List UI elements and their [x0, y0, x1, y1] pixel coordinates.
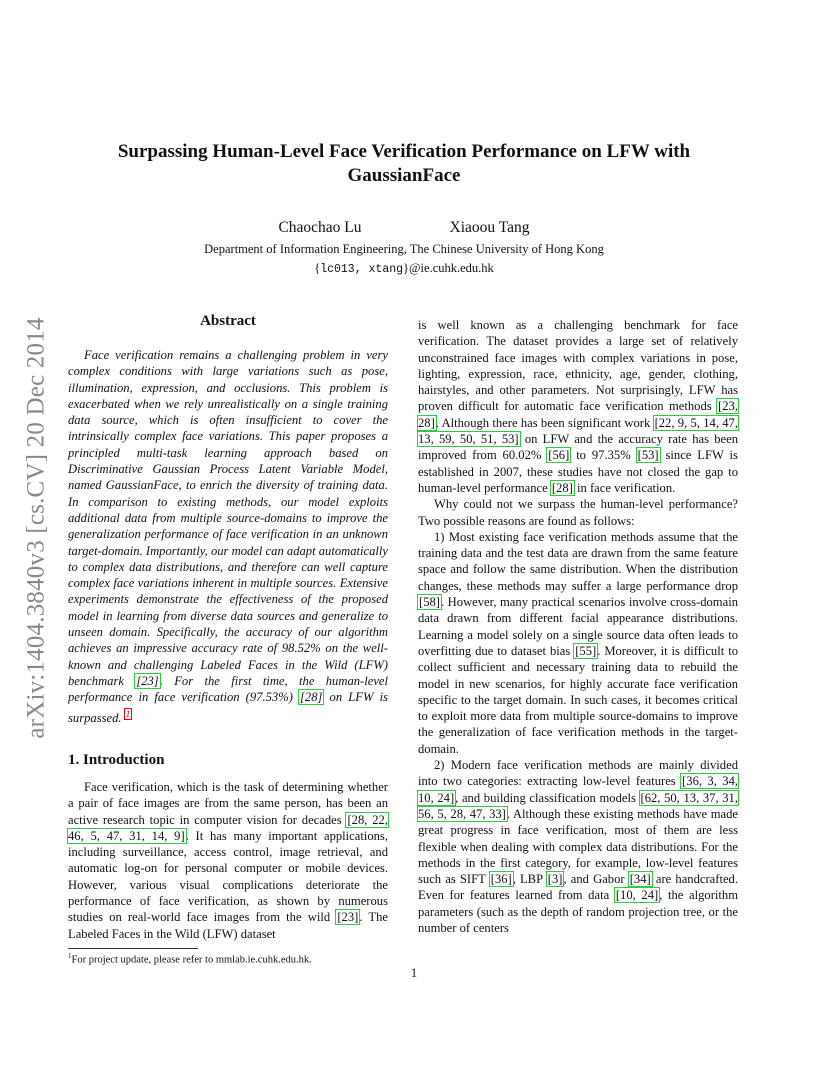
intro-paragraph — [68, 779, 388, 942]
abstract-text-2: . For the first time, the human-level performance in face verification (97.53%) — [68, 673, 388, 705]
citation-link[interactable]: [58] — [419, 595, 440, 610]
abstract-heading: Abstract — [200, 313, 256, 329]
section-heading-introduction: 1. Introduction — [68, 752, 165, 768]
citation-link[interactable]: [23] — [337, 910, 359, 925]
body-text: , and building classification models — [455, 790, 636, 805]
email-brace-open: { — [314, 261, 321, 275]
email-brace-close: } — [403, 261, 410, 275]
body-text: Face verification, which is the task of determining whether a pair of face images are from the same person, has been an active research topic in computer vision for decades — [68, 780, 388, 827]
author-name: Xiaoou Tang — [449, 219, 530, 236]
citation-link[interactable]: [28, 22, 46, 5, 47, 31, 14, 9] — [68, 812, 388, 843]
footnote — [68, 952, 312, 966]
footnote-mark: 1 — [68, 952, 72, 960]
intro-paragraph — [418, 757, 738, 936]
body-text: Why could not we surpass the human-level performance? Two possible reasons are found as follows: — [418, 497, 738, 528]
citation-link[interactable]: [36, 3, 34, 10, 24] — [418, 774, 738, 805]
citation-link[interactable]: [56] — [548, 448, 570, 463]
paper-title: Surpassing Human-Level Face Verification Performance on LFW with GaussianFace — [117, 141, 691, 186]
affiliation: Department of Information Engineering, The Chinese University of Hong Kong — [204, 242, 604, 256]
citation-link[interactable]: [10, 24] — [615, 888, 659, 903]
page-number: 1 — [410, 966, 418, 980]
footnote-text: For project update, please refer to mmlab.ie.cuhk.edu.hk. — [71, 954, 312, 966]
intro-paragraph — [418, 496, 738, 529]
email-users: lc013, xtang — [320, 263, 404, 276]
body-text: . Moreover, it is difficult to collect sufficient and necessary training data to rebuild the model in new scenarios, for highly accurate face verification specific to the target domain. In such cases, it becomes critical to exploit more data from multiple source-domains to improve the generalization of face verification methods in the target-domain. — [418, 643, 738, 756]
citation-link[interactable]: [62, 50, 13, 37, 31, 56, 5, 28, 47, 33] — [418, 790, 738, 821]
body-text: are handcrafted. Even for features learned from data — [418, 872, 738, 903]
citation-link[interactable]: [22, 9, 5, 14, 47, 13, 59, 50, 51, 53] — [418, 415, 738, 447]
intro-paragraph — [418, 529, 738, 757]
body-text: . Although these existing methods have made great progress in face verification, most of them are less flexible when dealing with complex data distributions. For the methods in the first category, for example, low-level features such as SIFT — [418, 806, 738, 887]
citation-link[interactable]: [23, 28] — [418, 399, 738, 430]
right-column-body — [418, 317, 738, 936]
abstract-text: Face verification remains a challenging problem in very complex conditions with large variations such as pose, illumination, expression, and occlusions. This problem is exacerbated when we rely unrealistically on a single training data source, which is often insufficient to cover the intrinsically complex face variations. This paper proposes a principled multi-task learning approach based on Discriminative Gaussian Process Latent Variable Model, named GaussianFace, to enrich the diversity of training data. In comparison to existing methods, our model exploits additional data from multiple source-domains to improve the generalization performance of face verification in an unknown target-domain. Importantly, our model can adapt automatically to complex data distributions, and therefore can well capture complex face variations inherent in multiple sources. Extensive experiments demonstrate the effectiveness of the proposed model in learning from diverse data sources and generalize to unseen domain. Specifically, the accuracy of our algorithm achieves an impressive accuracy rate of 98.52% on the well-known and challenging Labeled Faces in the Wild (LFW) benchmark — [68, 348, 388, 688]
body-text: 2) Modern face verification methods are mainly divided into two categories: extracting low-level features — [418, 758, 738, 789]
footnote-rule — [68, 948, 198, 949]
body-text: , the algorithm parameters (such as the depth of random projection tree, or the number of centers — [418, 888, 738, 935]
body-text: is well known as a challenging benchmark for face verification. The dataset provides a large set of relatively unconstrained face images with complex variations in pose, lighting, expression, race, ethnicity, age, gender, clothing, hairstyles, and other parameters. Not surprisingly, LFW has proven difficult for automatic face verification methods — [418, 318, 738, 414]
body-text: since LFW is established in 2007, these studies have not closed the gap to human-level performance — [418, 448, 738, 495]
author-list — [90, 219, 718, 237]
author-name: Chaochao Lu — [278, 219, 362, 236]
citation-link[interactable]: [28] — [300, 690, 323, 705]
abstract-body — [68, 347, 388, 726]
intro-paragraph-continued — [418, 317, 738, 496]
citation-link[interactable]: [28] — [551, 480, 573, 495]
body-text: 1) Most existing face verification methods assume that the training data and the test data are drawn from the same feature space and follow the same distribution. When the distribution changes, these methods may suffer a large performance drop — [418, 529, 738, 593]
body-text: , LBP — [512, 872, 543, 887]
author-email — [90, 261, 718, 276]
citation-link[interactable]: [55] — [575, 643, 597, 658]
citation-link[interactable]: [34] — [629, 872, 651, 887]
body-text: . Although there has been significant work — [435, 415, 651, 430]
body-text: on LFW and the accuracy rate has been improved from 60.02% — [418, 432, 738, 463]
body-text: . However, many practical scenarios involve cross-domain data drawn from different facial appearance distributions. Learning a model solely on a single source data often leads to overfitting due to dataset bias — [418, 595, 738, 658]
citation-link[interactable]: [23] — [136, 673, 159, 688]
intro-body — [68, 779, 388, 942]
body-text: , and Gabor — [563, 872, 625, 887]
citation-link[interactable]: [36] — [490, 872, 512, 887]
citation-link[interactable]: [3] — [547, 872, 563, 887]
body-text: to 97.35% — [576, 448, 631, 463]
arxiv-stamp — [14, 286, 60, 770]
email-domain: @ie.cuhk.edu.hk — [409, 261, 494, 275]
body-text: in face verification. — [577, 480, 676, 495]
abstract-paragraph — [68, 347, 388, 726]
arxiv-identifier: arXiv:1404.3840v3 [cs.CV] 20 Dec 2014 — [23, 317, 50, 739]
body-text: . It has many important applications, including surveillance, access control, image retrieval, and automatic log-on for personal computer or mobile devices. However, various visual complications deteriorate the performance of face verification, as shown by numerous studies on real-world face images from the wild — [68, 828, 388, 925]
footnote-link[interactable]: 1 — [125, 708, 131, 719]
citation-link[interactable]: [53] — [637, 448, 659, 463]
abstract-text-3: on LFW is surpassed. — [68, 690, 388, 725]
body-text: . The Labeled Faces in the Wild (LFW) dataset — [68, 910, 388, 941]
